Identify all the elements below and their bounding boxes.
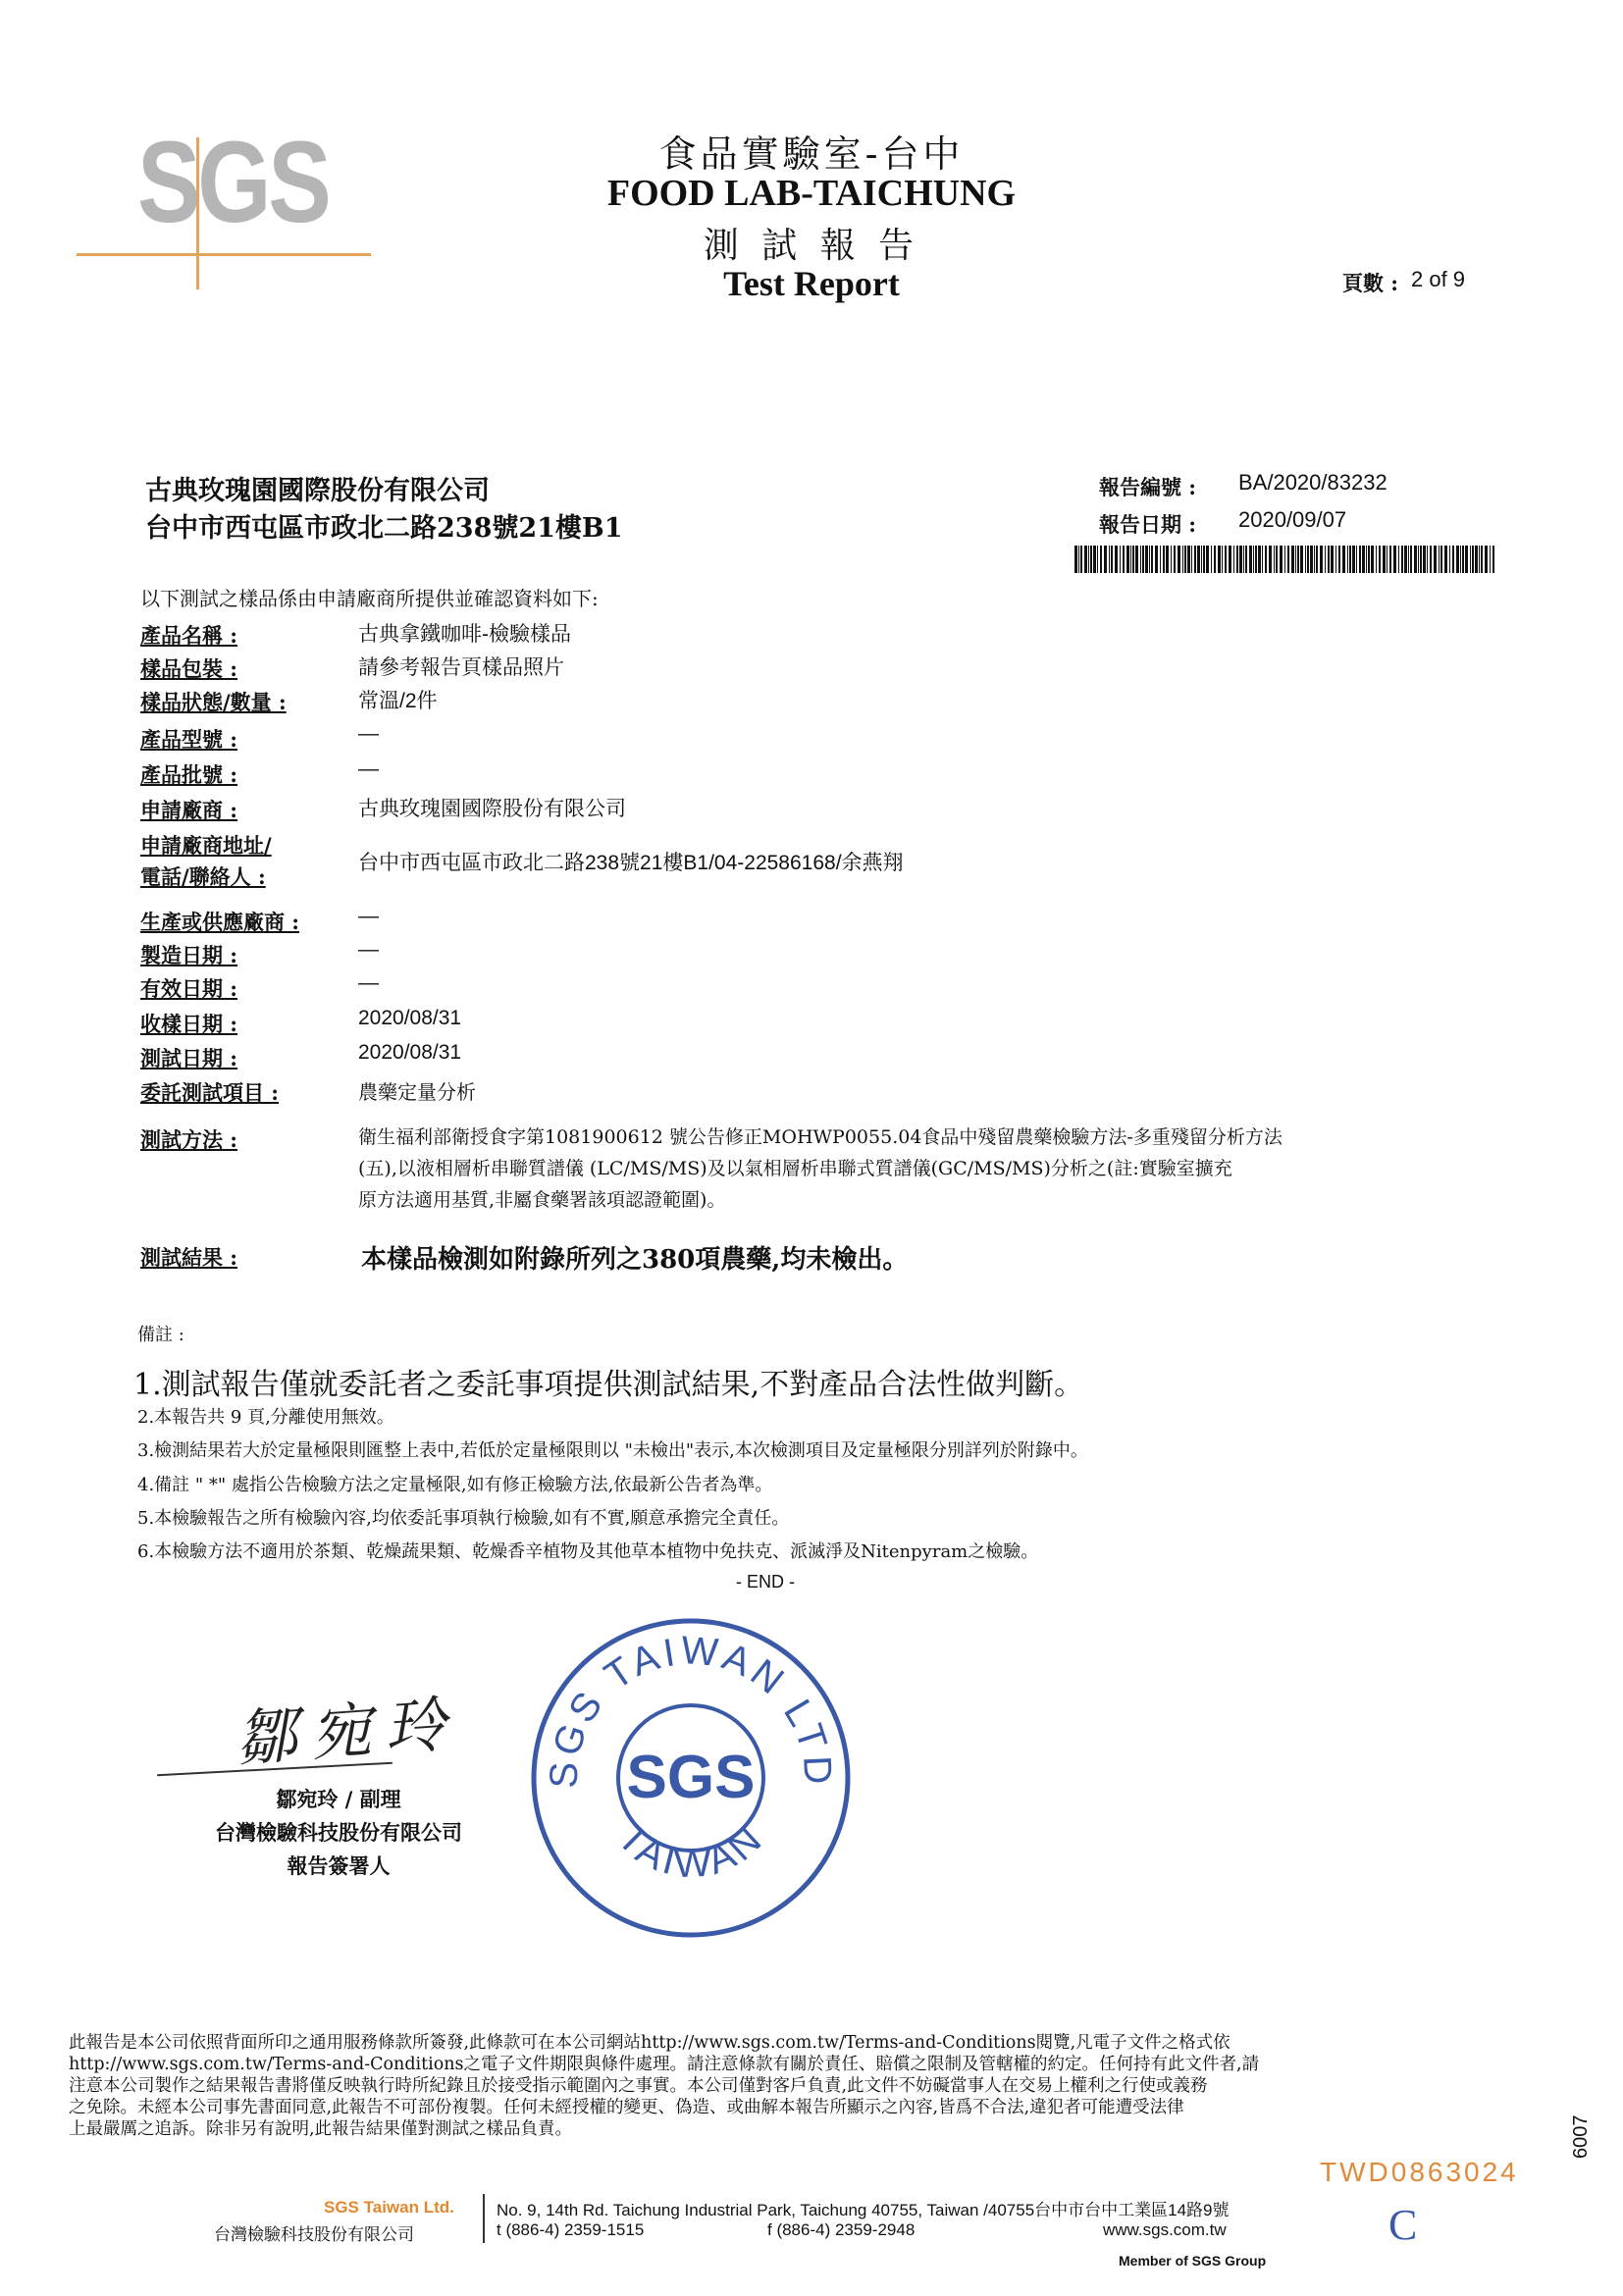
method-line-3: 原方法適用基質,非屬食藥署該項認證範圍)。 xyxy=(358,1189,726,1211)
note-2: 2.本報告共 9 頁,分離使用無效。 xyxy=(137,1407,394,1428)
field-label-applicant: 申請廠商 : xyxy=(140,798,238,822)
field-label-mfg-date: 製造日期 : xyxy=(140,943,238,967)
disclaimer-line-2: http://www.sgs.com.tw/Terms-and-Conditions之電子文件期限與條件處理。請注意條款有關於責任、賠償之限制及管轄權的約定。任何持有此文件者,請 xyxy=(69,2055,1260,2074)
footer-website[interactable]: www.sgs.com.tw xyxy=(1103,2220,1227,2239)
field-label-batch: 產品批號 : xyxy=(140,762,238,787)
footer-address: No. 9, 14th Rd. Taichung Industrial Park, Taichung 40755, Taiwan /40755台中市台中工業區14路9號 xyxy=(497,2201,1230,2219)
report-date-label: 報告日期 : xyxy=(1099,512,1197,537)
signer-company: 台灣檢驗科技股份有限公司 xyxy=(215,1820,462,1845)
result-value: 本樣品檢測如附錄所列之380項農藥,均未檢出。 xyxy=(361,1245,909,1275)
report-date: 2020/09/07 xyxy=(1238,507,1347,532)
notes-heading: 備註 : xyxy=(137,1325,184,1345)
field-label-applicant-address: 申請廠商地址/ xyxy=(140,833,272,858)
end-marker: - END - xyxy=(736,1572,795,1592)
method-line-1: 衛生福利部衛授食字第1081900612 號公告修正MOHWP0055.04食品中殘留農藥檢驗方法-多重殘留分析方法 xyxy=(358,1126,1283,1148)
field-value-received-date: 2020/08/31 xyxy=(358,1007,462,1029)
field-value-sample-state: 常溫/2件 xyxy=(358,690,438,712)
field-label-test-date: 測試日期 : xyxy=(140,1046,238,1070)
disclaimer-line-3: 注意本公司製作之結果報告書將僅反映執行時所紀錄且於接受指示範圍內之事實。本公司僅對客戶負責,此文件不妨礙當事人在交易上權利之行使或義務 xyxy=(69,2076,1208,2096)
field-value-model: — xyxy=(358,722,379,745)
stamp-top-text: SGS TAIWAN LTD xyxy=(542,1628,840,1790)
field-value-batch: — xyxy=(358,757,379,780)
footer-company-zh: 台灣檢驗科技股份有限公司 xyxy=(214,2225,414,2245)
side-number: 6007 xyxy=(1570,2114,1592,2159)
field-value-expiry-date: — xyxy=(358,971,379,994)
footer-company-en: SGS Taiwan Ltd. xyxy=(324,2198,454,2217)
field-label-product-name: 產品名稱 : xyxy=(140,623,238,648)
handwritten-signature: 鄒宛玲 xyxy=(234,1688,462,1775)
disclaimer-line-5: 上最嚴厲之追訴。除非另有說明,此報告結果僅對測試之樣品負責。 xyxy=(69,2119,573,2139)
result-label: 測試結果 : xyxy=(140,1245,238,1270)
field-label-expiry-date: 有效日期 : xyxy=(140,976,238,1001)
stamp-center-text: SGS xyxy=(626,1744,756,1811)
report-number: BA/2020/83232 xyxy=(1238,470,1387,495)
signer-name-title: 鄒宛玲 / 副理 xyxy=(276,1787,401,1811)
footer-member: Member of SGS Group xyxy=(1119,2253,1267,2269)
method-line-2: (五),以液相層析串聯質譜儀 (LC/MS/MS)及以氣相層析串聯式質譜儀(GC/MS/MS)分析之(註:實驗室擴充 xyxy=(358,1158,1232,1179)
note-6: 6.本檢驗方法不適用於茶類、乾燥蔬果類、乾燥香辛植物及其他草本植物中免扶克、派滅淨及Nitenpyram之檢驗。 xyxy=(137,1541,1039,1562)
subtitle-zh: 測 試 報 告 xyxy=(703,226,920,266)
disclaimer-line-1: 此報告是本公司依照背面所印之通用服務條款所簽發,此條款可在本公司網站http://www.sgs.com.tw/Terms-and-Conditions閱覽,凡電子文件之格式依 xyxy=(69,2033,1230,2053)
field-value-applicant: 古典玫瑰園國際股份有限公司 xyxy=(358,798,626,820)
field-value-test-items: 農藥定量分析 xyxy=(358,1080,476,1104)
page-value: 2 of 9 xyxy=(1411,267,1466,291)
field-label-model: 產品型號 : xyxy=(140,727,238,752)
field-label-manufacturer: 生產或供應廠商 : xyxy=(140,910,300,934)
subtitle-en: Test Report xyxy=(723,264,900,303)
note-1: 1.測試報告僅就委託者之委託事項提供測試結果,不對產品合法性做判斷。 xyxy=(133,1368,1084,1402)
field-label-test-items: 委託測試項目 : xyxy=(140,1080,280,1105)
page-label: 頁數 : xyxy=(1342,271,1399,295)
stamp-bottom-text: TAIWAN xyxy=(609,1815,773,1887)
note-5: 5.本檢驗報告之所有檢驗內容,均依委託事項執行檢驗,如有不實,願意承擔完全責任。 xyxy=(137,1508,790,1529)
field-value-mfg-date: — xyxy=(358,938,379,961)
note-4: 4.備註 " *" 處指公告檢驗方法之定量極限,如有修正檢驗方法,依最新公告者為準。 xyxy=(137,1475,773,1495)
title-zh: 食品實驗室-台中 xyxy=(658,132,965,176)
tracking-mark: C xyxy=(1388,2201,1418,2249)
barcode xyxy=(1074,546,1496,573)
footer-tel: t (886-4) 2359-1515 xyxy=(497,2220,645,2239)
field-label-contact: 電話/聯絡人 : xyxy=(140,864,266,889)
tracking-code: TWD0863024 xyxy=(1320,2157,1519,2187)
field-label-packaging: 樣品包裝 : xyxy=(140,656,238,681)
sgs-logo: SGS xyxy=(137,118,329,247)
field-label-received-date: 收樣日期 : xyxy=(140,1012,238,1036)
title-en: FOOD LAB-TAICHUNG xyxy=(606,173,1017,214)
field-value-address-contact: 台中市西屯區市政北二路238號21樓B1/04-22586168/余燕翔 xyxy=(358,852,904,874)
field-value-product-name: 古典拿鐵咖啡-檢驗樣品 xyxy=(358,623,571,646)
disclaimer-line-4: 之免除。未經本公司事先書面同意,此報告不可部份複製。任何未經授權的變更、偽造、或曲解本報告所顯示之內容,皆爲不合法,違犯者可能遭受法律 xyxy=(69,2098,1184,2117)
field-value-test-date: 2020/08/31 xyxy=(358,1041,462,1064)
signer-role: 報告簽署人 xyxy=(287,1853,391,1878)
report-number-label: 報告編號 : xyxy=(1099,475,1197,499)
field-label-sample-state: 樣品狀態/數量 : xyxy=(140,690,287,714)
intro-text: 以下測試之樣品係由申請廠商所提供並確認資料如下: xyxy=(140,587,599,610)
sgs-taiwan-stamp xyxy=(528,1615,854,1941)
client-address: 台中市西屯區市政北二路238號21樓B1 xyxy=(145,513,623,544)
note-3: 3.檢測結果若大於定量極限則匯整上表中,若低於定量極限則以 "未檢出"表示,本次檢測項目及定量極限分別詳列於附錄中。 xyxy=(137,1440,1088,1461)
footer-fax: f (886-4) 2359-2948 xyxy=(767,2220,916,2239)
client-name: 古典玫瑰園國際股份有限公司 xyxy=(145,476,490,506)
method-label: 測試方法 : xyxy=(140,1127,238,1152)
footer-divider xyxy=(483,2194,485,2243)
field-value-manufacturer: — xyxy=(358,905,379,927)
field-value-packaging: 請參考報告頁樣品照片 xyxy=(358,656,564,679)
